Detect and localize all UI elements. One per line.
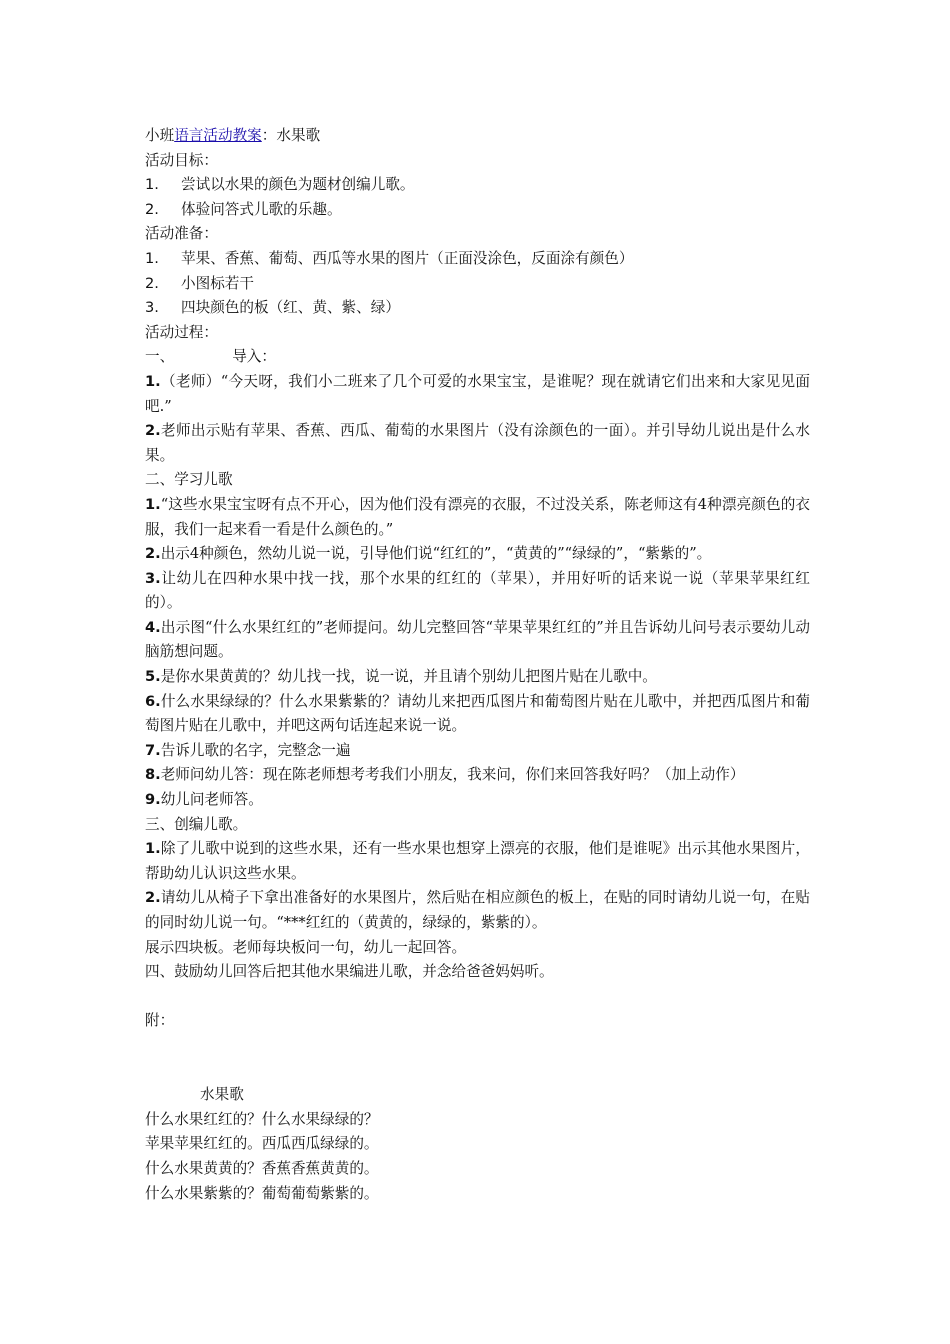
section-heading-encourage: 四、鼓励幼儿回答后把其他水果编进儿歌，并念给爸爸妈妈听。 <box>145 963 554 981</box>
prep-item: 1. 苹果、香蕉、葡萄、西瓜等水果的图片（正面没涂色，反面涂有颜色） <box>145 249 634 267</box>
poem-title: 水果歌 <box>200 1086 244 1104</box>
goals-heading: 活动目标： <box>145 151 218 169</box>
step-item: 2.老师出示贴有苹果、香蕉、西瓜、葡萄的水果图片（没有涂颜色的一面）。并引导幼儿说出是什么水果。 <box>145 422 810 464</box>
step-item: 9.幼儿问老师答。 <box>145 791 263 809</box>
prep-heading: 活动准备： <box>145 225 218 243</box>
poem-line: 苹果苹果红红的。西瓜西瓜绿绿的。 <box>145 1135 379 1153</box>
poem-line: 什么水果紫紫的？葡萄葡萄紫紫的。 <box>145 1184 379 1202</box>
document-page <box>145 124 810 1206</box>
prep-item: 3. 四块颜色的板（红、黄、紫、绿） <box>145 299 400 317</box>
step-item: 8.老师问幼儿答：现在陈老师想考考我们小朋友，我来问，你们来回答我好吗？（加上动作） <box>145 766 745 784</box>
poem-line: 什么水果黄黄的？香蕉香蕉黄黄的。 <box>145 1159 379 1177</box>
step-item: 6.什么水果绿绿的？什么水果紫紫的？请幼儿来把西瓜图片和葡萄图片贴在儿歌中，并把西瓜图片和葡萄图片贴在儿歌中，并吧这两句话连起来说一说。 <box>145 692 810 735</box>
step-item: 7.告诉儿歌的名字，完整念一遍 <box>145 741 351 759</box>
document-title: 小班语言活动教案：水果歌 <box>145 127 321 144</box>
section-heading-learn: 二、学习儿歌 <box>145 471 233 489</box>
poem-line: 什么水果红红的？什么水果绿绿的？ <box>145 1110 379 1128</box>
section-heading-intro: 一、 导入： <box>145 348 276 366</box>
goal-item: 2. 体验问答式儿歌的乐趣。 <box>145 200 342 218</box>
step-item: 2.请幼儿从椅子下拿出准备好的水果图片，然后贴在相应颜色的板上，在贴的同时请幼儿说一句，在贴的同时幼儿说一句。“***红红的（黄黄的，绿绿的，紫紫的）。 <box>145 889 810 931</box>
step-item: 1.“这些水果宝宝呀有点不开心，因为他们没有漂亮的衣服，不过没关系，陈老师这有4种漂亮颜色的衣服，我们一起来看一看是什么颜色的。” <box>145 495 810 538</box>
step-extra: 展示四块板。老师每块板问一句，幼儿一起回答。 <box>145 938 467 956</box>
step-item: 3.让幼儿在四种水果中找一找，那个水果的红红的（苹果），并用好听的话来说一说（苹果苹果红红的）。 <box>145 569 810 612</box>
process-heading: 活动过程： <box>145 323 218 341</box>
goal-item: 1. 尝试以水果的颜色为题材创编儿歌。 <box>145 176 415 194</box>
step-item: 2.出示4种颜色，然幼儿说一说，引导他们说“红红的”，“黄黄的”“绿绿的”，“紫紫的”。 <box>145 545 712 563</box>
step-item: 5.是你水果黄黄的？幼儿找一找，说一说，并且请个别幼儿把图片贴在儿歌中。 <box>145 668 657 686</box>
step-item: 4.出示图“什么水果红红的”老师提问。幼儿完整回答“苹果苹果红红的”并且告诉幼儿问号表示要幼儿动脑筋想问题。 <box>145 618 810 661</box>
prep-item: 2. 小图标若干 <box>145 274 254 292</box>
step-item: 1.（老师）“今天呀，我们小二班来了几个可爱的水果宝宝，是谁呢？现在就请它们出来和大家见见面吧.” <box>145 372 810 415</box>
appendix-label: 附： <box>145 1012 175 1030</box>
lesson-plan-link[interactable]: 语言活动教案 <box>174 127 262 144</box>
section-heading-create: 三、创编儿歌。 <box>145 815 248 833</box>
step-item: 1.除了儿歌中说到的这些水果，还有一些水果也想穿上漂亮的衣服，他们是谁呢》出示其他水果图片，帮助幼儿认识这些水果。 <box>145 840 810 882</box>
